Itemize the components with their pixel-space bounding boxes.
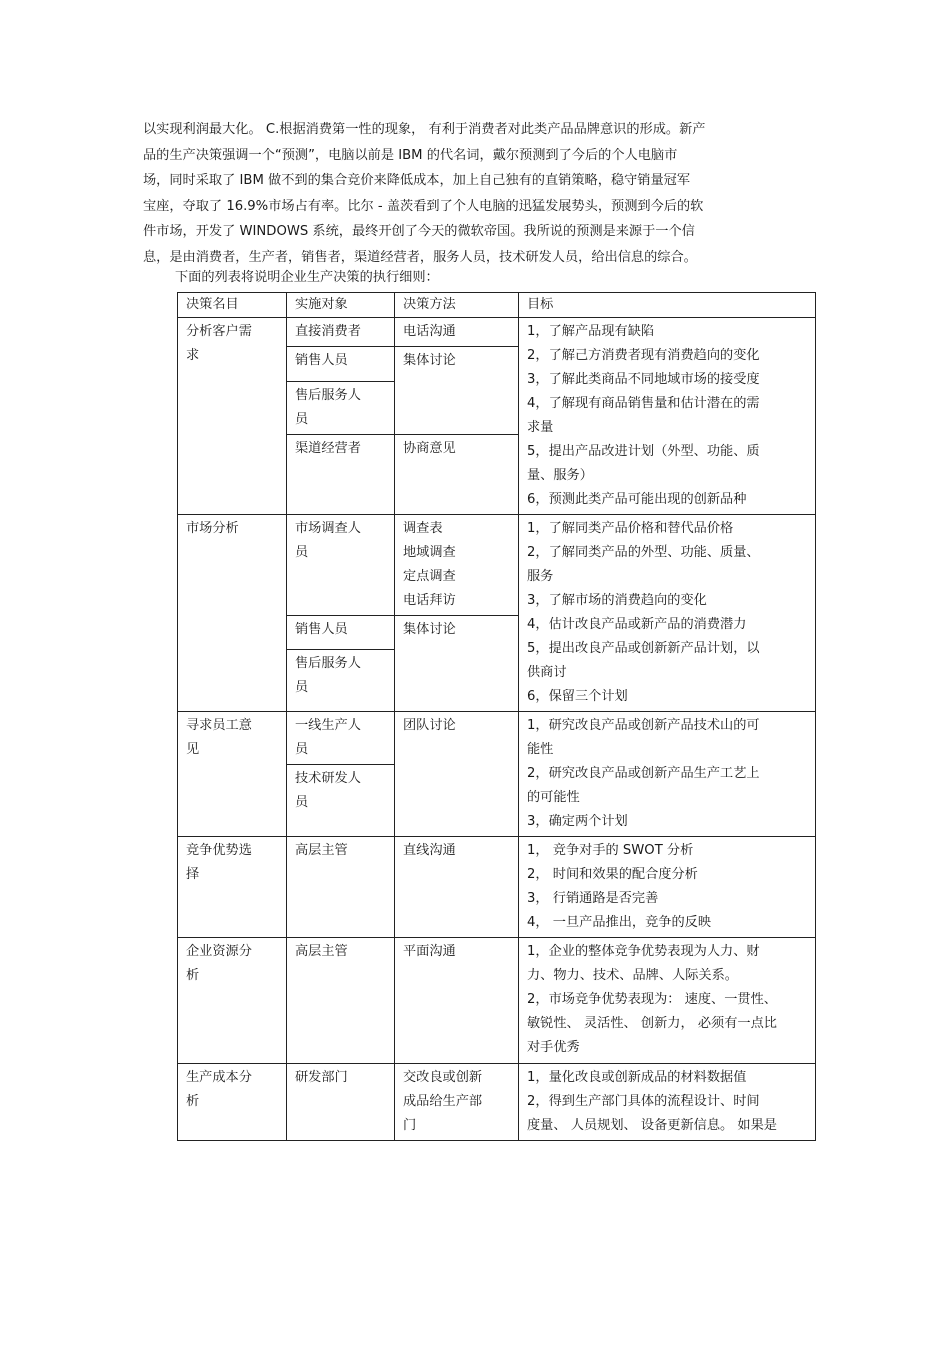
decision-item-line: 分析客户需 (186, 324, 252, 339)
decision-item-line: 竞争优势选 (186, 843, 252, 858)
target-line: 市场调查人 (295, 521, 361, 536)
method-cell (395, 318, 519, 347)
method-line: 地域调查 (403, 545, 456, 560)
target-line: 员 (295, 545, 309, 560)
decision-item-cell (178, 938, 287, 1064)
goal-line: 1，了解产品现有缺陷 (527, 324, 655, 339)
goal-line: 敏锐性、 灵活性、 创新力， 必须有一点比 (527, 1016, 777, 1031)
table-row (178, 938, 816, 1064)
goal-cell (519, 837, 816, 938)
method-cell (395, 837, 519, 938)
target-line: 员 (295, 412, 309, 427)
goal-line: 4，估计改良产品或新产品的消费潜力 (527, 617, 747, 632)
table-row (178, 515, 816, 616)
target-line: 技术研发人 (295, 771, 361, 786)
method-line: 门 (403, 1118, 417, 1133)
goal-line: 量、服务） (527, 468, 593, 483)
target-cell (287, 515, 395, 616)
decision-item-cell (178, 712, 287, 837)
goal-cell (519, 1064, 816, 1141)
goal-line: 5，提出改良产品或创新新产品计划，以 (527, 641, 760, 656)
table-row (178, 1064, 816, 1141)
target-line: 高层主管 (295, 843, 348, 858)
decision-item-cell (178, 837, 287, 938)
goal-line: 3，确定两个计划 (527, 814, 628, 829)
decision-item-line: 析 (186, 968, 200, 983)
decision-item-line: 生产成本分 (186, 1070, 252, 1085)
table-row (178, 837, 816, 938)
decision-table (177, 292, 816, 1141)
goal-line: 求量 (527, 420, 554, 435)
goal-line: 4，了解现有商品销售量和估计潜在的需 (527, 396, 760, 411)
method-line: 电话沟通 (403, 324, 456, 339)
method-line: 交改良或创新 (403, 1070, 483, 1085)
decision-item-cell (178, 318, 287, 515)
paragraph-line: 品的生产决策强调一个“预测”，电脑以前是 IBM 的代名词，戴尔预测到了今后的个人电脑市 (143, 147, 678, 163)
method-line: 电话拜访 (403, 593, 456, 608)
method-cell (395, 347, 519, 435)
goal-line: 1，企业的整体竞争优势表现为人力、财 (527, 944, 760, 959)
table-row (178, 712, 816, 765)
target-cell (287, 837, 395, 938)
paragraph-line: 息，是由消费者，生产者，销售者，渠道经营者，服务人员，技术研发人员，给出信息的综合。 (143, 249, 697, 265)
goal-line: 2，研究改良产品或创新产品生产工艺上 (527, 766, 760, 781)
target-line: 销售人员 (295, 622, 348, 637)
target-cell (287, 765, 395, 837)
target-cell (287, 1064, 395, 1141)
goal-cell (519, 318, 816, 515)
target-line: 渠道经营者 (295, 441, 361, 456)
method-cell (395, 938, 519, 1064)
goal-line: 度量、 人员规划、 设备更新信息。 如果是 (527, 1118, 777, 1133)
decision-item-line: 择 (186, 867, 200, 882)
goal-line: 2，了解己方消费者现有消费趋向的变化 (527, 348, 760, 363)
target-cell (287, 347, 395, 382)
header-cell: 目标 (519, 293, 816, 318)
goal-line: 2，得到生产部门具体的流程设计、时间 (527, 1094, 760, 1109)
target-cell (287, 616, 395, 650)
goal-line: 1，量化改良或创新成品的材料数据值 (527, 1070, 747, 1085)
method-cell (395, 435, 519, 515)
method-line: 集体讨论 (403, 353, 456, 368)
header-cell: 决策方法 (395, 293, 519, 318)
header-cell: 决策名目 (178, 293, 287, 318)
goal-line: 2， 时间和效果的配合度分析 (527, 867, 698, 882)
target-cell (287, 712, 395, 765)
goal-line: 服务 (527, 569, 554, 584)
goal-cell (519, 515, 816, 712)
goal-line: 的可能性 (527, 790, 580, 805)
paragraph-line: 以实现利润最大化。 C.根据消费第一性的现象， 有利于消费者对此类产品品牌意识的形成。新产 (143, 122, 706, 137)
method-line: 直线沟通 (403, 843, 456, 858)
header-cell: 实施对象 (287, 293, 395, 318)
paragraph-line: 宝座，夺取了 16.9%市场占有率。比尔 - 盖茨看到了个人电脑的迅猛发展势头，预测到今后的软 (143, 198, 704, 214)
target-cell (287, 938, 395, 1064)
method-line: 团队讨论 (403, 718, 456, 733)
target-line: 员 (295, 680, 309, 695)
target-cell (287, 382, 395, 435)
goal-line: 1，了解同类产品价格和替代品价格 (527, 521, 734, 536)
goal-line: 供商讨 (527, 665, 567, 680)
goal-line: 3，了解市场的消费趋向的变化 (527, 593, 707, 608)
body-paragraph (143, 117, 783, 270)
target-cell (287, 435, 395, 515)
decision-item-line: 求 (186, 348, 200, 363)
goal-line: 3，了解此类商品不同地域市场的接受度 (527, 372, 760, 387)
paragraph-line: 场，同时采取了 IBM 做不到的集合竞价来降低成本，加上自己独有的直销策略，稳守销量冠军 (143, 173, 691, 188)
decision-item-line: 企业资源分 (186, 944, 252, 959)
table-row (178, 318, 816, 347)
goal-line: 1，研究改良产品或创新产品技术山的可 (527, 718, 760, 733)
paragraph-line: 件市场，开发了 WINDOWS 系统，最终开创了今天的微软帝国。我所说的预测是来源于一个信 (143, 224, 695, 239)
method-cell (395, 515, 519, 616)
target-line: 销售人员 (295, 353, 348, 368)
goal-line: 能性 (527, 742, 554, 757)
goal-line: 2，了解同类产品的外型、功能、质量、 (527, 545, 760, 560)
target-line: 售后服务人 (295, 388, 361, 403)
goal-line: 2，市场竞争优势表现为： 速度、一贯性、 (527, 992, 777, 1007)
target-line: 员 (295, 742, 309, 757)
goal-cell (519, 712, 816, 837)
target-line: 直接消费者 (295, 324, 361, 339)
goal-line: 6，预测此类产品可能出现的创新品种 (527, 492, 747, 507)
goal-line: 6，保留三个计划 (527, 689, 628, 704)
method-line: 成品给生产部 (403, 1094, 483, 1109)
goal-line: 对手优秀 (527, 1040, 580, 1055)
target-line: 售后服务人 (295, 656, 361, 671)
target-line: 员 (295, 795, 309, 810)
method-line: 平面沟通 (403, 944, 456, 959)
target-line: 高层主管 (295, 944, 348, 959)
target-line: 研发部门 (295, 1070, 348, 1085)
goal-line: 3， 行销通路是否完善 (527, 891, 659, 906)
goal-line: 力、物力、技术、品牌、人际关系。 (527, 968, 738, 983)
decision-item-line: 析 (186, 1094, 200, 1109)
table-header-row (178, 293, 816, 318)
table-body (178, 318, 816, 1141)
decision-item-line: 见 (186, 742, 200, 757)
decision-item-cell (178, 1064, 287, 1141)
method-line: 调查表 (403, 521, 443, 536)
table-intro: 下面的列表将说明企业生产决策的执行细则： (175, 270, 439, 285)
method-cell (395, 1064, 519, 1141)
method-line: 定点调查 (403, 569, 456, 584)
decision-item-cell (178, 515, 287, 712)
method-cell (395, 616, 519, 712)
decision-item-line: 市场分析 (186, 521, 239, 536)
target-cell (287, 650, 395, 712)
method-cell (395, 712, 519, 837)
method-line: 协商意见 (403, 441, 456, 456)
goal-line: 5，提出产品改进计划（外型、功能、质 (527, 444, 760, 459)
decision-item-line: 寻求员工意 (186, 718, 252, 733)
target-line: 一线生产人 (295, 718, 361, 733)
method-line: 集体讨论 (403, 622, 456, 637)
target-cell (287, 318, 395, 347)
goal-cell (519, 938, 816, 1064)
goal-line: 1， 竞争对手的 SWOT 分析 (527, 843, 694, 858)
goal-line: 4， 一旦产品推出，竞争的反映 (527, 915, 712, 930)
